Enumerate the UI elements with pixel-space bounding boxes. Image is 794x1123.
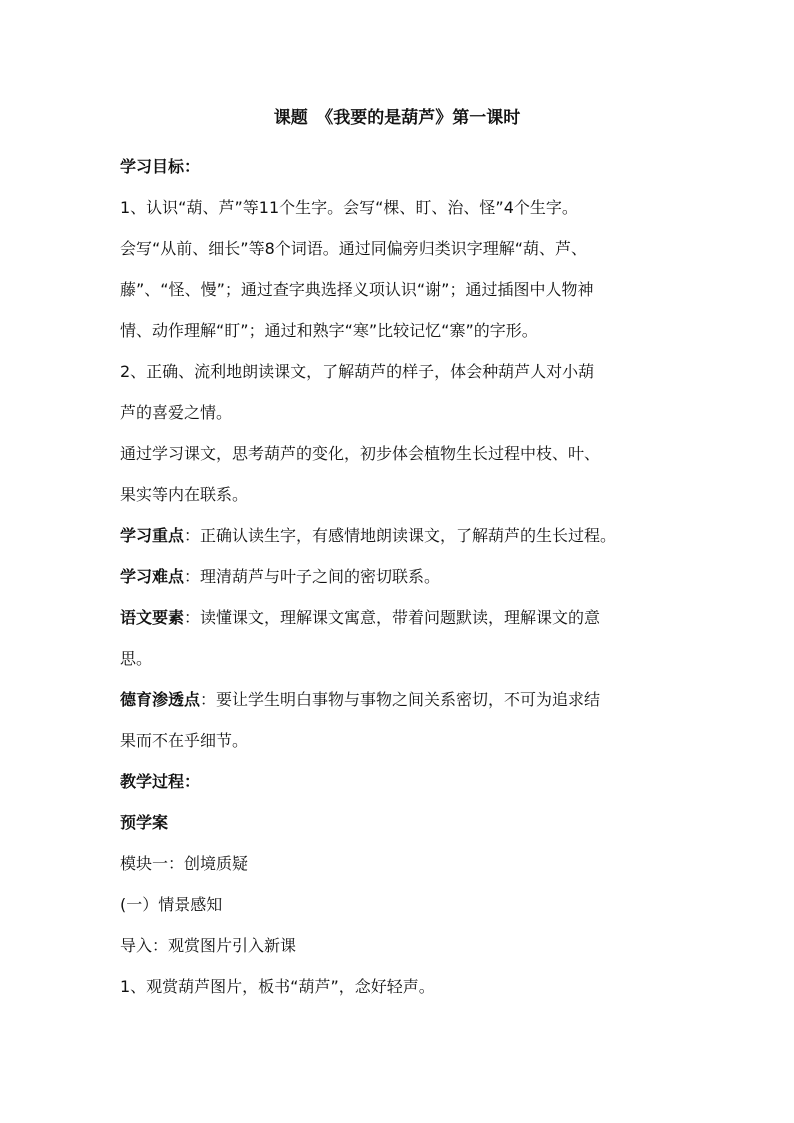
section-label: 德育渗透点 bbox=[120, 690, 201, 709]
document-body bbox=[120, 146, 692, 1007]
line-text: 思。 bbox=[120, 649, 153, 668]
section-label: 预学案 bbox=[120, 813, 169, 832]
section-label: 学习难点 bbox=[120, 567, 185, 586]
text-line bbox=[120, 433, 692, 474]
text-line bbox=[120, 556, 692, 597]
line-text: 导入：观赏图片引入新课 bbox=[120, 936, 297, 955]
line-text: 1、认识“葫、芦”等11个生字。会写“棵、盯、治、怪”4个生字。 bbox=[120, 198, 578, 217]
line-text: ：读懂课文，理解课文寓意，带着问题默读，理解课文的意 bbox=[184, 608, 601, 627]
line-text: 会写“从前、细长”等8个词语。通过同偏旁归类识字理解“葫、芦、 bbox=[120, 239, 588, 258]
line-text: 果实等内在联系。 bbox=[120, 485, 249, 504]
text-line bbox=[120, 228, 692, 269]
line-text: 2、正确、流利地朗读课文，了解葫芦的样子，体会种葫芦人对小葫 bbox=[120, 362, 595, 381]
line-text: (一）情景感知 bbox=[120, 895, 223, 914]
line-text: 1、观赏葫芦图片，板书“葫芦”，念好轻声。 bbox=[120, 977, 435, 996]
section-label: 学习目标： bbox=[120, 157, 201, 176]
text-line bbox=[120, 761, 692, 802]
line-text: 情、动作理解“盯”；通过和熟字“寒”比较记忆“寨”的字形。 bbox=[120, 321, 538, 340]
text-line bbox=[120, 515, 692, 556]
text-line bbox=[120, 638, 692, 679]
text-line bbox=[120, 802, 692, 843]
line-text: 通过学习课文，思考葫芦的变化，初步体会植物生长过程中枝、叶、 bbox=[120, 444, 601, 463]
section-label: 学习重点 bbox=[120, 526, 185, 545]
line-text: 果而不在乎细节。 bbox=[120, 731, 249, 750]
text-line bbox=[120, 843, 692, 884]
line-text: 模块一：创境质疑 bbox=[120, 854, 249, 873]
text-line bbox=[120, 884, 692, 925]
line-text: ：正确认读生字，有感情地朗读课文，了解葫芦的生长过程。 bbox=[184, 526, 617, 545]
text-line bbox=[120, 597, 692, 638]
text-line bbox=[120, 474, 692, 515]
line-text: ：要让学生明白事物与事物之间关系密切，不可为追求结 bbox=[200, 690, 601, 709]
line-text: 芦的喜爱之情。 bbox=[120, 403, 233, 422]
text-line bbox=[120, 679, 692, 720]
text-line bbox=[120, 310, 692, 351]
section-label: 教学过程： bbox=[120, 772, 201, 791]
line-text: 藤”、“怪、慢”；通过查字典选择义项认识“谢”；通过插图中人物神 bbox=[120, 280, 594, 299]
section-label: 语文要素 bbox=[120, 608, 185, 627]
text-line bbox=[120, 925, 692, 966]
document-title: 课题 《我要的是葫芦》第一课时 bbox=[273, 108, 521, 128]
text-line bbox=[120, 269, 692, 310]
text-line bbox=[120, 720, 692, 761]
text-line bbox=[120, 351, 692, 392]
text-line bbox=[120, 392, 692, 433]
text-line bbox=[120, 966, 692, 1007]
line-text: ：理清葫芦与叶子之间的密切联系。 bbox=[184, 567, 441, 586]
text-line bbox=[120, 187, 692, 228]
text-line bbox=[120, 146, 692, 187]
